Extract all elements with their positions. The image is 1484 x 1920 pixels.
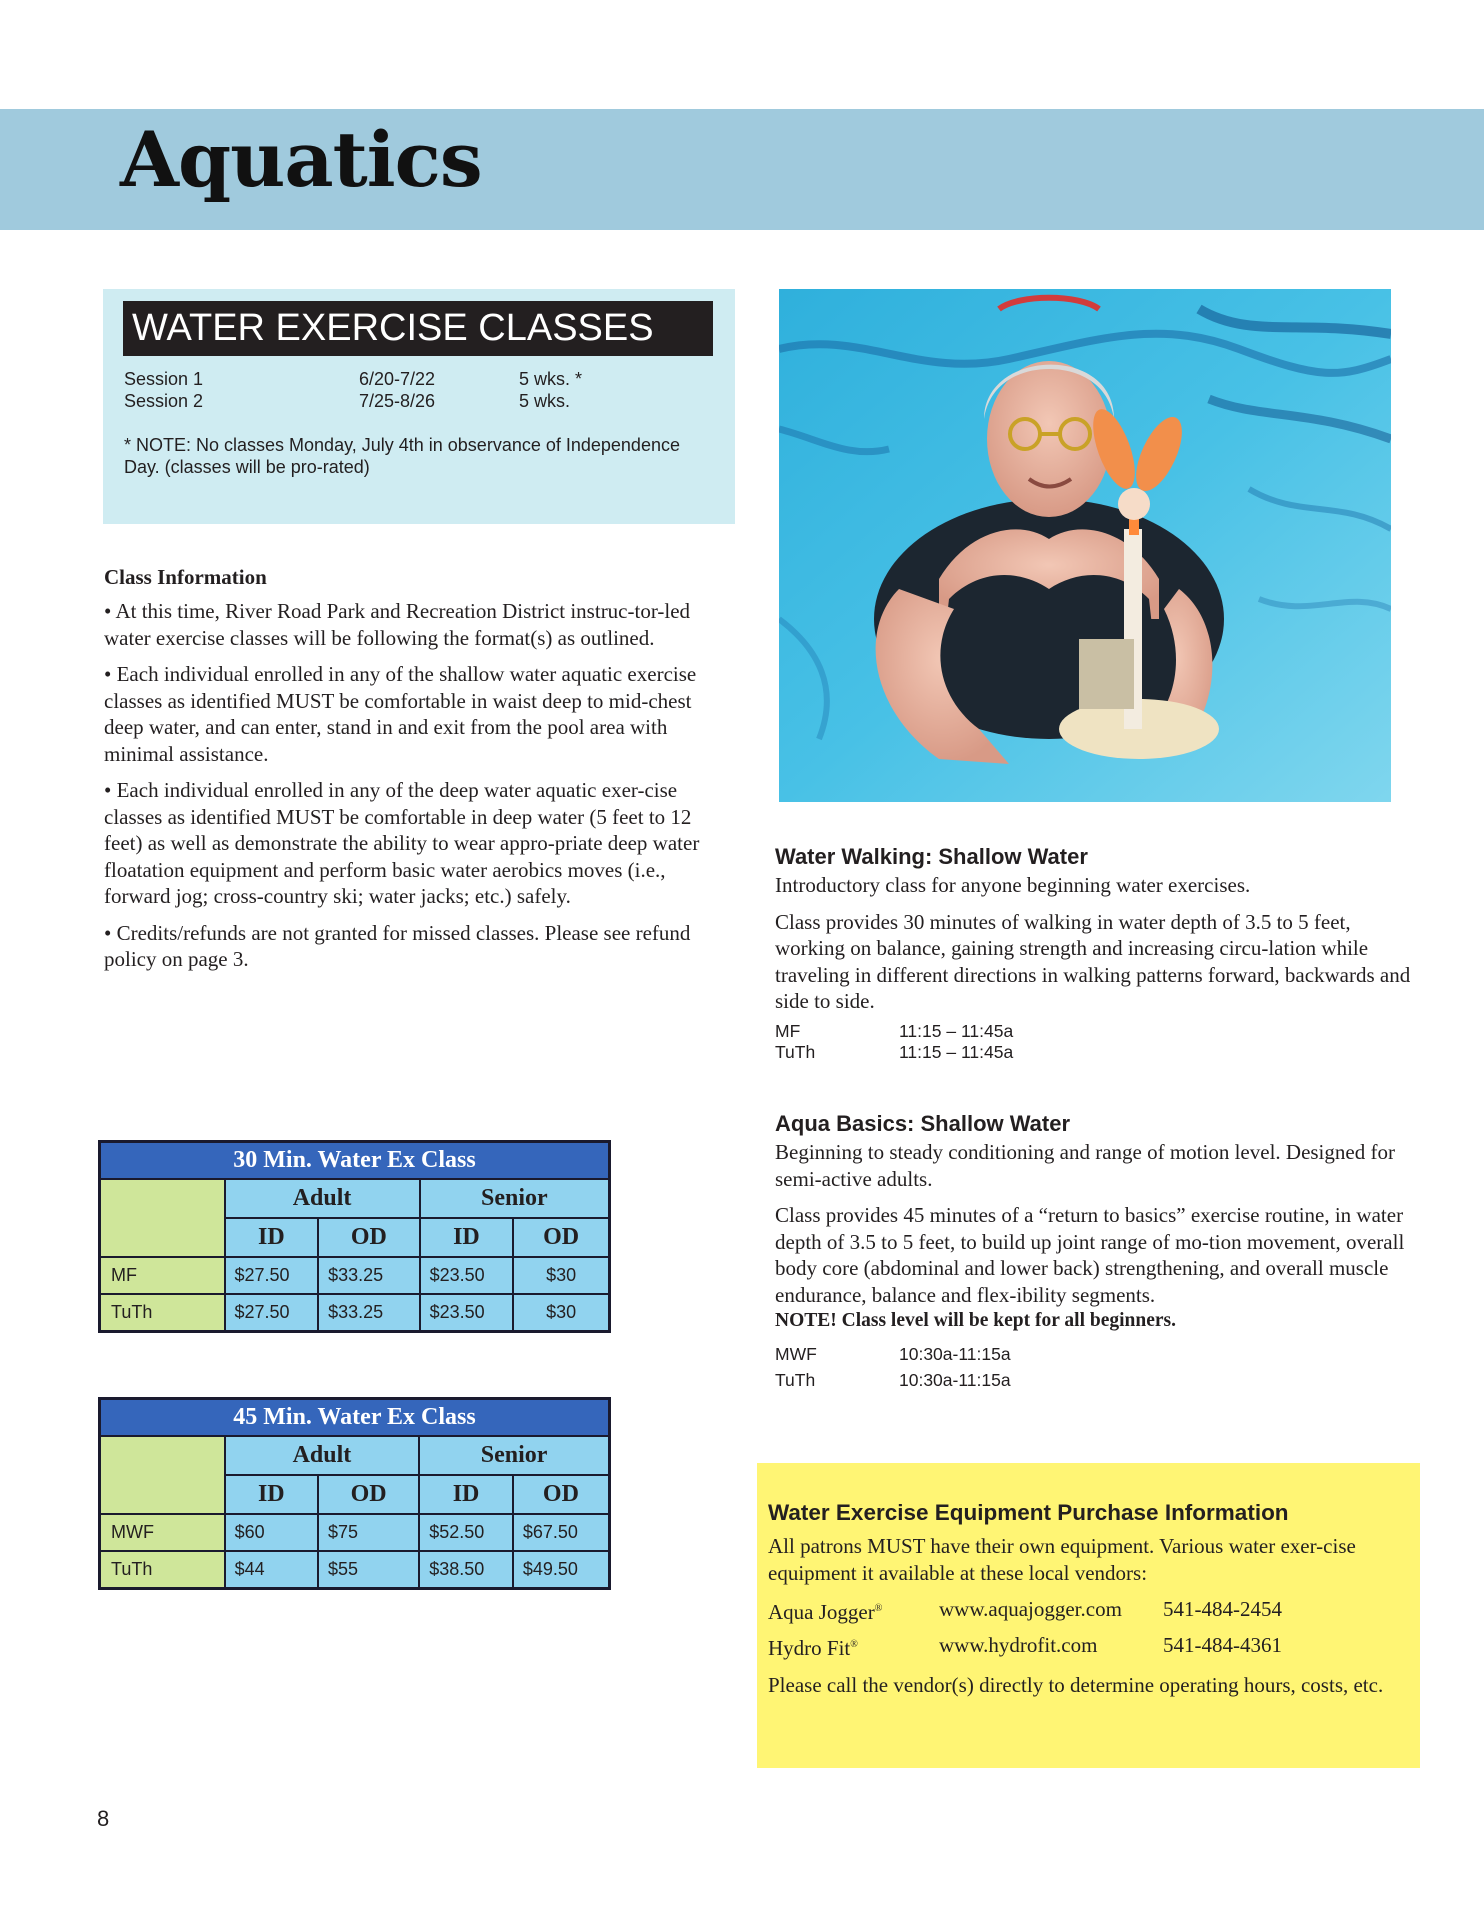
price-cell: $33.25 [318, 1257, 420, 1294]
schedule-row [775, 1367, 1425, 1393]
schedule-row [775, 1042, 1415, 1063]
aqua-basics-intro: Beginning to steady conditioning and range of motion level. Designed for semi-active adults. [775, 1140, 1395, 1191]
session-dates: 6/20-7/22 [359, 369, 436, 389]
page-number: 8 [97, 1806, 110, 1831]
class-info-paragraph: • Each individual enrolled in any of the shallow water aquatic exercise classes as identified MUST be comfortable in waist deep to mid-chest deep water, and can enter, stand in and exit from the pool area with minimal assistance. [104, 662, 697, 766]
price-table-45-min [98, 1397, 611, 1590]
aqua-basics-note: NOTE! Class level will be kept for all beginners. [775, 1310, 1177, 1331]
price-cell: $30 [513, 1257, 609, 1294]
water-walking-title: Water Walking: Shallow Water [775, 844, 1088, 869]
schedule-day: TuTh [775, 1369, 816, 1390]
aqua-basics-schedule [775, 1341, 1425, 1393]
schedule-row [775, 1341, 1425, 1367]
table-subheader: OD [513, 1218, 609, 1257]
schedule-day: TuTh [775, 1041, 816, 1062]
table-corner [100, 1179, 225, 1257]
table-subheader: ID [420, 1218, 514, 1257]
vendor-phone: 541-484-2454 [1163, 1597, 1282, 1621]
table-subheader: OD [318, 1218, 420, 1257]
equipment-title: Water Exercise Equipment Purchase Information [768, 1500, 1289, 1525]
price-cell: $30 [513, 1294, 609, 1332]
equipment-intro: All patrons MUST have their own equipment. Various water exer-cise equipment it available at these local vendors: [768, 1534, 1356, 1585]
water-walking-intro: Introductory class for anyone beginning water exercises. [775, 873, 1251, 897]
class-info-heading: Class Information [104, 565, 267, 589]
session-length: 5 wks. * [519, 369, 583, 389]
session-length: 5 wks. [519, 391, 571, 411]
schedule-time: 11:15 – 11:45a [899, 1020, 1014, 1041]
price-cell: $44 [225, 1551, 318, 1589]
water-walking-description: Class provides 30 minutes of walking in water depth of 3.5 to 5 feet, working on balance, gaining strength and increasing circu-lation while traveling in different directions in walking patterns forward, backwards and side to side. [775, 909, 1411, 1013]
row-label: MWF [100, 1514, 225, 1551]
table-corner [100, 1436, 225, 1514]
table-group-header: Senior [420, 1179, 610, 1218]
swimmer-illustration [779, 289, 1391, 802]
price-cell: $38.50 [419, 1551, 513, 1589]
schedule-time: 11:15 – 11:45a [899, 1041, 1014, 1062]
table-subheader: ID [225, 1475, 318, 1514]
session-heading: WATER EXERCISE CLASSES [123, 301, 713, 356]
session-name: Session 2 [124, 391, 204, 411]
schedule-time: 10:30a-11:15a [899, 1369, 1011, 1390]
price-cell: $52.50 [419, 1514, 513, 1551]
price-cell: $27.50 [225, 1257, 319, 1294]
aqua-basics-title: Aqua Basics: Shallow Water [775, 1111, 1071, 1136]
table-row [100, 1514, 610, 1551]
table-row [100, 1257, 610, 1294]
price-cell: $33.25 [318, 1294, 420, 1332]
aqua-basics-section [775, 1110, 1425, 1393]
class-info-paragraph: • At this time, River Road Park and Recreation District instruc-tor-led water exercise classes will be following the format(s) as outlined. [104, 599, 691, 650]
class-info-paragraph: • Each individual enrolled in any of the deep water aquatic exer-cise classes as identified MUST be comfortable in deep water (5 feet to 12 feet) as well as demonstrate the ability to wear appro-priate deep water floatation equipment and perform basic water aerobics moves (i.e., forward jog; cross-country ski; water jacks; etc.) safely. [104, 778, 700, 908]
registered-mark: ® [874, 1603, 883, 1614]
vendor-name: Aqua Jogger [768, 1600, 875, 1624]
table-title: 45 Min. Water Ex Class [100, 1399, 610, 1437]
table-row [100, 1294, 610, 1332]
schedule-day: MWF [775, 1343, 817, 1364]
session-note: * NOTE: No classes Monday, July 4th in observance of Independence Day. (classes will be pro-rated) [124, 435, 680, 477]
table-subheader: ID [225, 1218, 319, 1257]
table-row [100, 1551, 610, 1589]
price-cell: $55 [318, 1551, 419, 1589]
class-info-paragraph: • Credits/refunds are not granted for missed classes. Please see refund policy on page 3. [104, 920, 691, 971]
price-cell: $23.50 [420, 1257, 514, 1294]
table-subheader: OD [318, 1475, 419, 1514]
water-walking-section [775, 843, 1415, 1063]
price-cell: $67.50 [513, 1514, 610, 1551]
table-group-header: Adult [225, 1179, 420, 1218]
schedule-day: MF [775, 1020, 801, 1041]
price-cell: $23.50 [420, 1294, 514, 1332]
schedule-time: 10:30a-11:15a [899, 1343, 1011, 1364]
page-title: Aquatics [120, 115, 482, 204]
price-cell: $27.50 [225, 1294, 319, 1332]
table-subheader: OD [513, 1475, 610, 1514]
price-table-30-min [98, 1140, 611, 1333]
price-cell: $75 [318, 1514, 419, 1551]
vendor-url[interactable]: www.aquajogger.com [939, 1597, 1122, 1621]
vendor-phone: 541-484-4361 [1163, 1633, 1282, 1657]
table-title: 30 Min. Water Ex Class [100, 1142, 610, 1180]
table-group-header: Senior [419, 1436, 609, 1475]
price-cell: $60 [225, 1514, 318, 1551]
swimmer-photo [779, 289, 1391, 802]
equipment-outro: Please call the vendor(s) directly to determine operating hours, costs, etc. [768, 1673, 1384, 1697]
table-group-header: Adult [225, 1436, 420, 1475]
class-information [104, 564, 734, 983]
price-cell: $49.50 [513, 1551, 610, 1589]
equipment-info-box [757, 1463, 1420, 1768]
session-dates: 7/25-8/26 [359, 391, 436, 411]
row-label: MF [100, 1257, 225, 1294]
session-name: Session 1 [124, 369, 204, 389]
aqua-basics-description: Class provides 45 minutes of a “return to basics” exercise routine, in water depth of 3.5 to 5 feet, to build up joint range of mo-tion movement, overall body core (abdominal and lower back) strengthening, and overall muscle endurance, balance and flex-ibility segments. [775, 1203, 1405, 1307]
schedule-row [775, 1021, 1415, 1042]
water-walking-schedule [775, 1021, 1415, 1063]
row-label: TuTh [100, 1551, 225, 1589]
vendor-url[interactable]: www.hydrofit.com [939, 1633, 1098, 1657]
row-label: TuTh [100, 1294, 225, 1332]
vendor-name: Hydro Fit [768, 1636, 851, 1660]
table-subheader: ID [419, 1475, 513, 1514]
registered-mark: ® [850, 1639, 858, 1650]
session-info-box [103, 289, 735, 524]
